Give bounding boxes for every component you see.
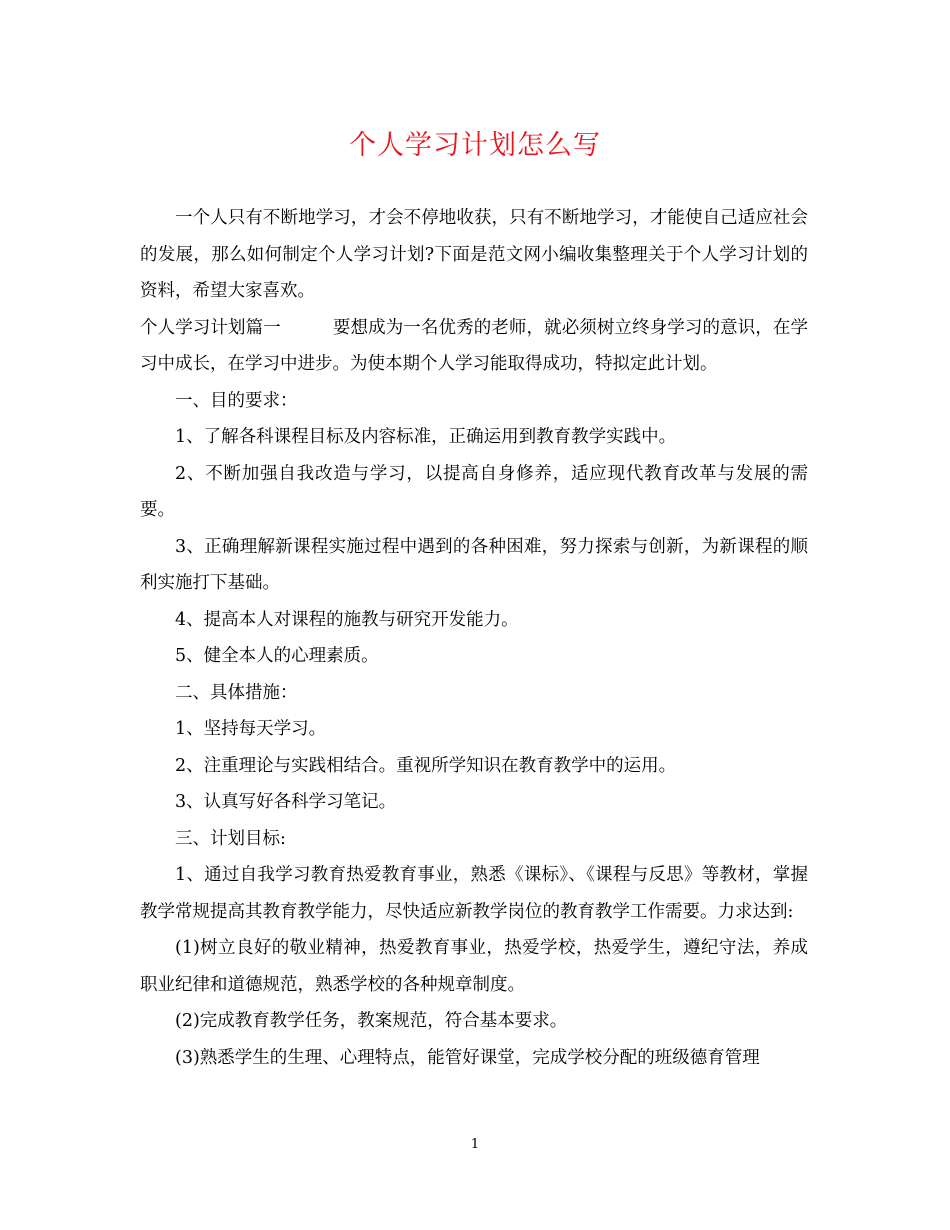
part3-item: (3)熟悉学生的生理、心理特点，能管好课堂，完成学校分配的班级德育管理 — [175, 1047, 760, 1068]
part2-item: 3、认真写好各科学习笔记。 — [175, 792, 397, 812]
part2-item: 2、注重理论与实践相结合。重视所学知识在教育教学中的运用。 — [175, 755, 677, 776]
part2-heading: 二、具体措施： — [175, 682, 298, 703]
section-heading: 个人学习计划篇一 — [140, 317, 281, 338]
part1-item: 4、提高本人对课程的施教与研究开发能力。 — [175, 609, 519, 630]
part1-heading: 一、目的要求： — [175, 390, 298, 411]
page-number: 1 — [470, 1137, 480, 1152]
section-opening: 要想成为一名优秀的老师，就必须树立终身学习的意识，在学习中成长，在学习中进步。为使本期个人学习能取得成功，特拟定此计划。 — [140, 317, 809, 374]
document-body — [140, 200, 808, 1076]
document-title: 个人学习计划怎么写 — [349, 130, 601, 161]
intro-paragraph: 一个人只有不断地学习，才会不停地收获，只有不断地学习，才能使自己适应社会的发展，那么如何制定个人学习计划?下面是范文网小编收集整理关于个人学习计划的资料，希望大家喜欢。 — [140, 208, 808, 301]
part1-item: 5、健全本人的心理素质。 — [175, 646, 379, 666]
part3-item: (2)完成教育教学任务，教案规范，符合基本要求。 — [175, 1011, 568, 1031]
part2-item: 1、坚持每天学习。 — [175, 719, 327, 739]
part1-item: 2、不断加强自我改造与学习，以提高自身修养，适应现代教育改革与发展的需要。 — [140, 463, 808, 520]
section-paragraph — [140, 310, 808, 383]
part3-heading: 三、计划目标: — [175, 828, 286, 849]
part3-item: (1)树立良好的敬业精神，热爱教育事业，热爱学校，热爱学生，遵纪守法，养成职业纪律和道德规范，熟悉学校的各种规章制度。 — [140, 938, 808, 995]
part3-item: 1、通过自我学习教育热爱教育事业，熟悉《课标》、《课程与反思》等教材，掌握教学常规提高其教育教学能力，尽快适应新教学岗位的教育教学工作需要。力求达到: — [140, 865, 808, 922]
part1-item: 3、正确理解新课程实施过程中遇到的各种困难，努力探索与创新，为新课程的顺利实施打下基础。 — [140, 536, 808, 593]
part1-item: 1、了解各科课程目标及内容标准，正确运用到教育教学实践中。 — [175, 427, 677, 447]
